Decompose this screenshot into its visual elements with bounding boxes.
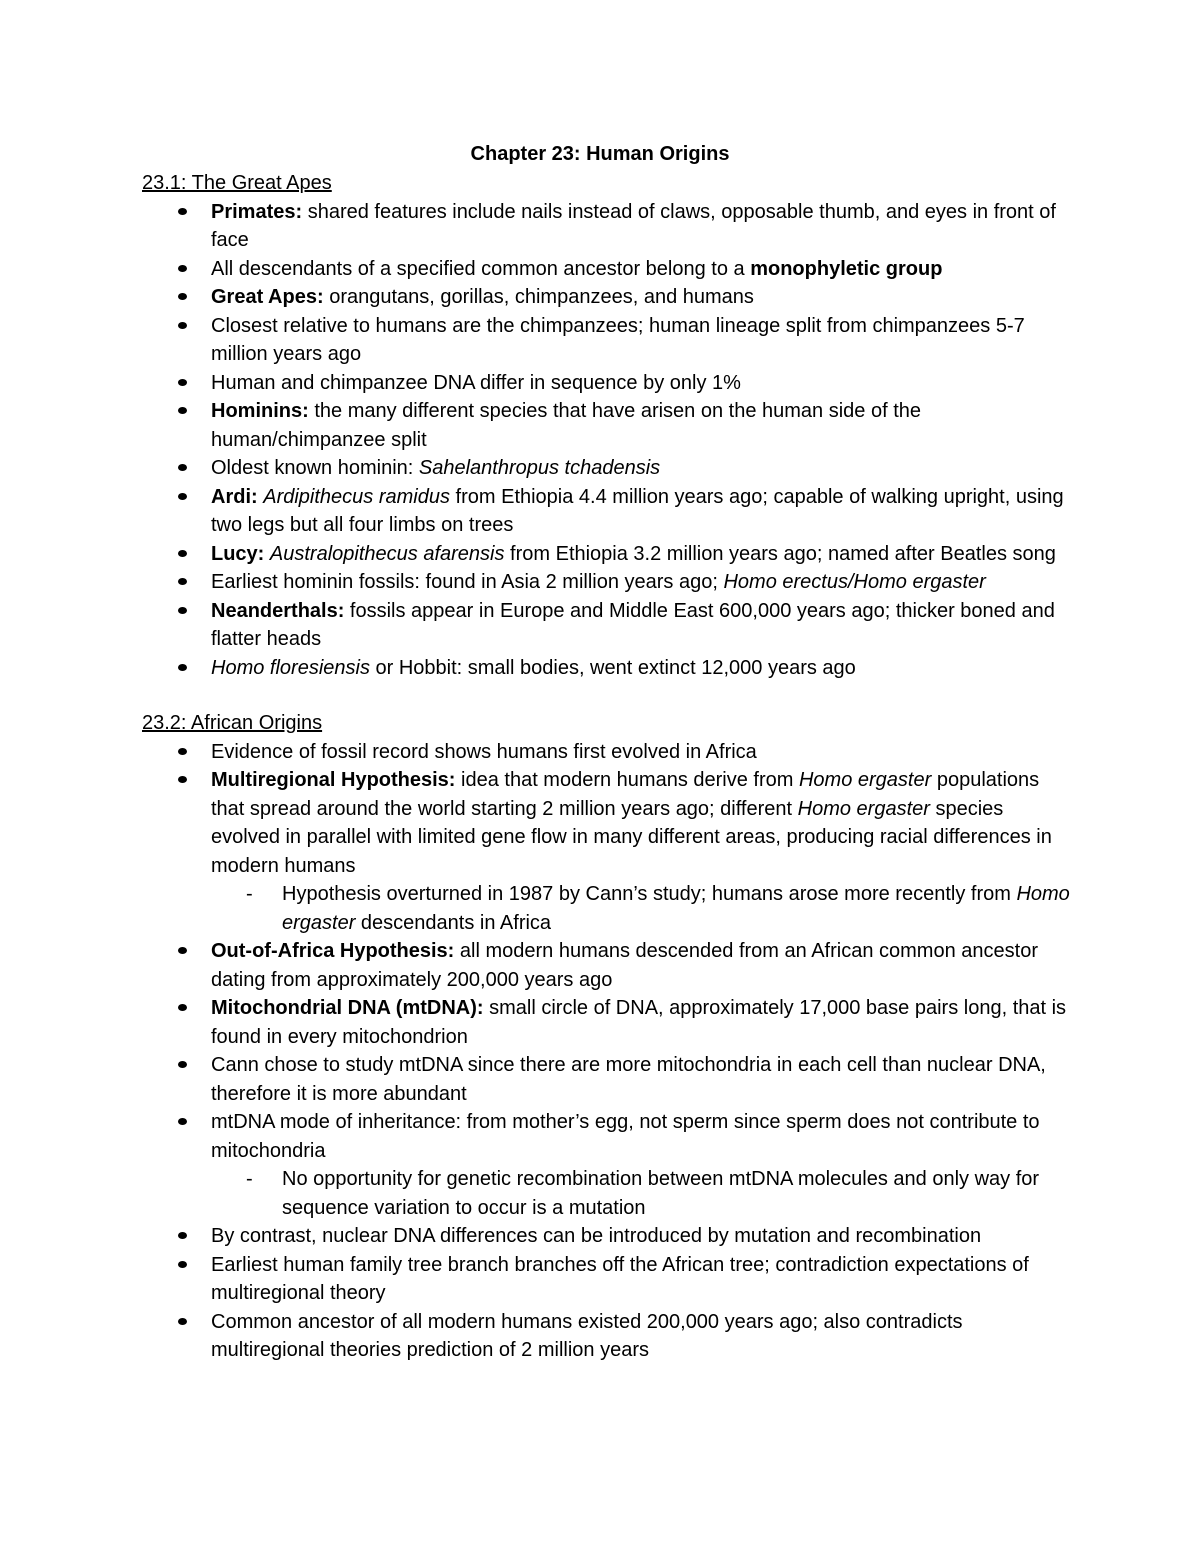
list-item: Homo floresiensis or Hobbit: small bodies, went extinct 12,000 years ago <box>142 654 1072 683</box>
list-item: Neanderthals: fossils appear in Europe and Middle East 600,000 years ago; thicker boned and flatter heads <box>142 597 1072 654</box>
list-item: All descendants of a specified common ancestor belong to a monophyletic group <box>142 255 1072 284</box>
sub-list-item: - Hypothesis overturned in 1987 by Cann’s study; humans arose more recently from Homo ergaster descendants in Africa <box>142 880 1072 937</box>
list-item: Earliest human family tree branch branches off the African tree; contradiction expectations of multiregional theory <box>142 1251 1072 1308</box>
list-item: Ardi: Ardipithecus ramidus from Ethiopia 4.4 million years ago; capable of walking upright, using two legs but all four limbs on trees <box>142 483 1072 540</box>
list-item: Mitochondrial DNA (mtDNA): small circle of DNA, approximately 17,000 base pairs long, that is found in every mitochondrion <box>142 994 1072 1051</box>
page-title: Chapter 23: Human Origins <box>470 143 730 165</box>
section-african-origins <box>142 709 1072 1365</box>
list-item: Hominins: the many different species that have arisen on the human side of the human/chimpanzee split <box>142 397 1072 454</box>
list-item: Earliest hominin fossils: found in Asia 2 million years ago; Homo erectus/Homo ergaster <box>142 568 1072 597</box>
list-item: Evidence of fossil record shows humans first evolved in Africa <box>142 738 1072 767</box>
section-heading: 23.2: African Origins <box>142 712 323 734</box>
list-item: mtDNA mode of inheritance: from mother’s egg, not sperm since sperm does not contribute to mitochondria - No opportunity for genetic recombination between mtDNA molecules and only way for sequence variation to occur is a mutation <box>142 1108 1072 1222</box>
list-item: Great Apes: orangutans, gorillas, chimpanzees, and humans <box>142 283 1072 312</box>
list-item: Closest relative to humans are the chimpanzees; human lineage split from chimpanzees 5-7 million years ago <box>142 312 1072 369</box>
list-item: Out-of-Africa Hypothesis: all modern humans descended from an African common ancestor dating from approximately 200,000 years ago <box>142 937 1072 994</box>
sub-list <box>211 1165 1072 1222</box>
list-item: Common ancestor of all modern humans existed 200,000 years ago; also contradicts multiregional theories prediction of 2 million years <box>142 1308 1072 1365</box>
list-item: Primates: shared features include nails instead of claws, opposable thumb, and eyes in front of face <box>142 198 1072 255</box>
sub-list <box>211 880 1072 937</box>
bullet-list <box>142 198 1072 683</box>
section-great-apes <box>142 169 1072 682</box>
section-heading: 23.1: The Great Apes <box>142 172 332 194</box>
bullet-list <box>142 738 1072 1365</box>
list-item: By contrast, nuclear DNA differences can be introduced by mutation and recombination <box>142 1222 1072 1251</box>
sub-list-item: - No opportunity for genetic recombination between mtDNA molecules and only way for sequence variation to occur is a mutation <box>142 1165 1072 1222</box>
list-item: Lucy: Australopithecus afarensis from Ethiopia 3.2 million years ago; named after Beatles song <box>142 540 1072 569</box>
list-item: Cann chose to study mtDNA since there are more mitochondria in each cell than nuclear DNA, therefore it is more abundant <box>142 1051 1072 1108</box>
list-item: Multiregional Hypothesis: idea that modern humans derive from Homo ergaster populations that spread around the world starting 2 million years ago; different Homo ergaster species evolved in parallel with limited gene flow in many different areas, producing racial differences in modern humans - Hypothesis overturned in 1987 by Cann’s study; humans arose more recently from Homo ergaster descendants in Africa <box>142 766 1072 937</box>
list-item: Oldest known hominin: Sahelanthropus tchadensis <box>142 454 1072 483</box>
list-item: Human and chimpanzee DNA differ in sequence by only 1% <box>142 369 1072 398</box>
